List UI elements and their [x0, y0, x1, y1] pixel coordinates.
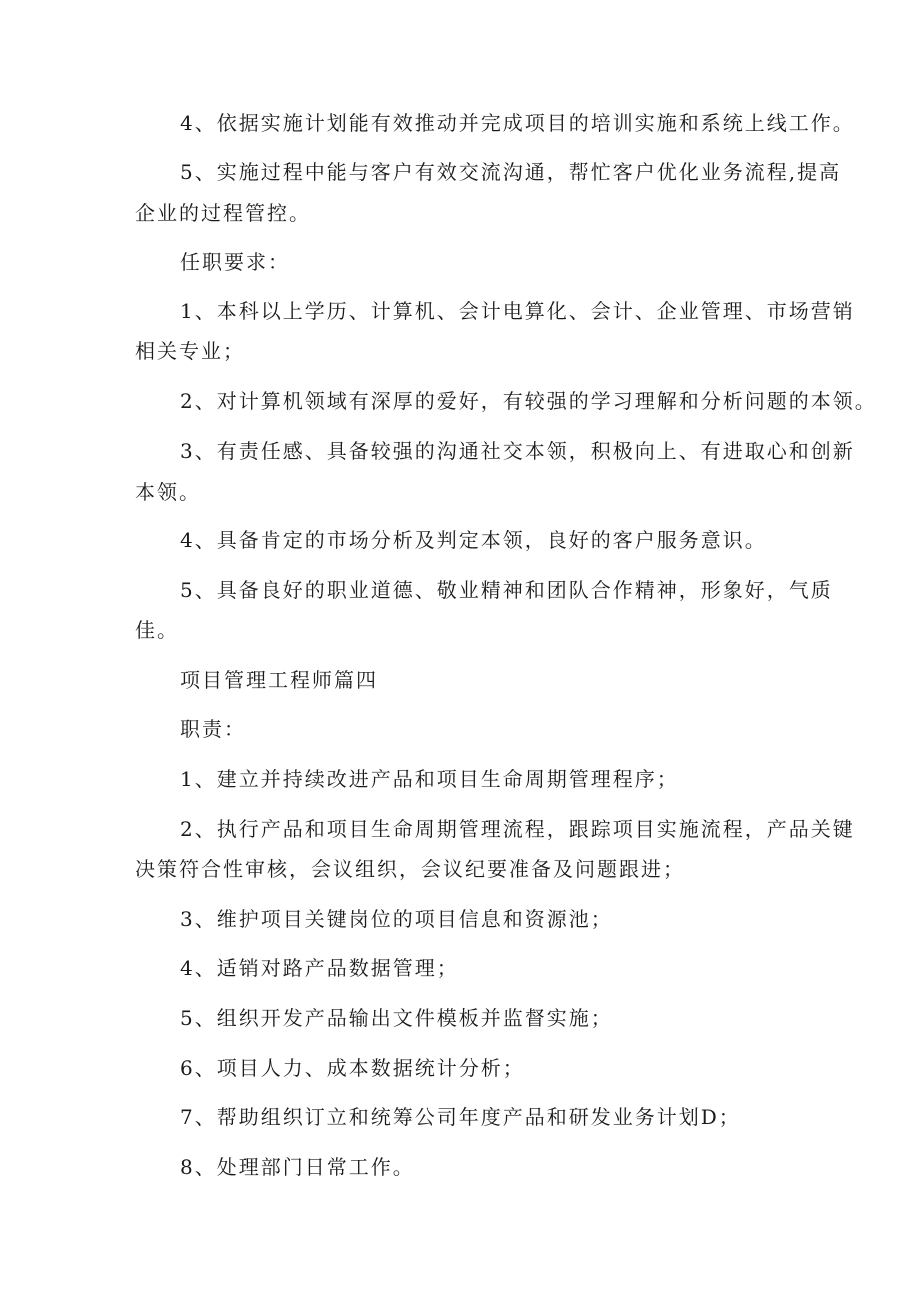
paragraph-line: 3、维护项目关键岗位的项目信息和资源池；	[180, 907, 613, 931]
paragraph-line: 4、适销对路产品数据管理；	[180, 956, 459, 980]
section-heading: 任职要求：	[180, 250, 290, 274]
paragraph-line: 4、依据实施计划能有效推动并完成项目的培训实施和系统上线工作。	[180, 111, 855, 135]
paragraph-line: 2、执行产品和项目生命周期管理流程，跟踪项目实施流程，产品关键	[180, 817, 855, 841]
paragraph-line: 佳。	[135, 618, 179, 642]
paragraph-line: 5、组织开发产品输出文件模板并监督实施；	[180, 1006, 613, 1030]
paragraph-line: 决策符合性审核，会议组织，会议纪要准备及问题跟进；	[135, 857, 685, 881]
paragraph-line: 6、项目人力、成本数据统计分析；	[180, 1056, 525, 1080]
paragraph-line: 3、有责任感、具备较强的沟通社交本领，积极向上、有进取心和创新	[180, 439, 855, 463]
paragraph-line: 1、本科以上学历、计算机、会计电算化、会计、企业管理、市场营销	[180, 299, 855, 323]
paragraph-line: 8、处理部门日常工作。	[180, 1155, 415, 1179]
section-heading: 职责：	[180, 717, 246, 741]
paragraph-line: 1、建立并持续改进产品和项目生命周期管理程序；	[180, 767, 679, 791]
paragraph-line: 5、具备良好的职业道德、敬业精神和团队合作精神，形象好，气质	[180, 578, 833, 602]
paragraph-line: 4、具备肯定的市场分析及判定本领，良好的客户服务意识。	[180, 528, 767, 552]
paragraph-line: 相关专业；	[135, 339, 245, 363]
section-heading: 项目管理工程师篇四	[180, 668, 378, 692]
paragraph-line: 本领。	[135, 480, 201, 504]
paragraph-line: 5、实施过程中能与客户有效交流沟通，帮忙客户优化业务流程,提高	[180, 160, 842, 184]
paragraph-line: 7、帮助组织订立和统筹公司年度产品和研发业务计划D；	[180, 1105, 741, 1129]
paragraph-line: 2、对计算机领域有深厚的爱好，有较强的学习理解和分析问题的本领。	[180, 389, 877, 413]
paragraph-line: 企业的过程管控。	[135, 201, 311, 225]
